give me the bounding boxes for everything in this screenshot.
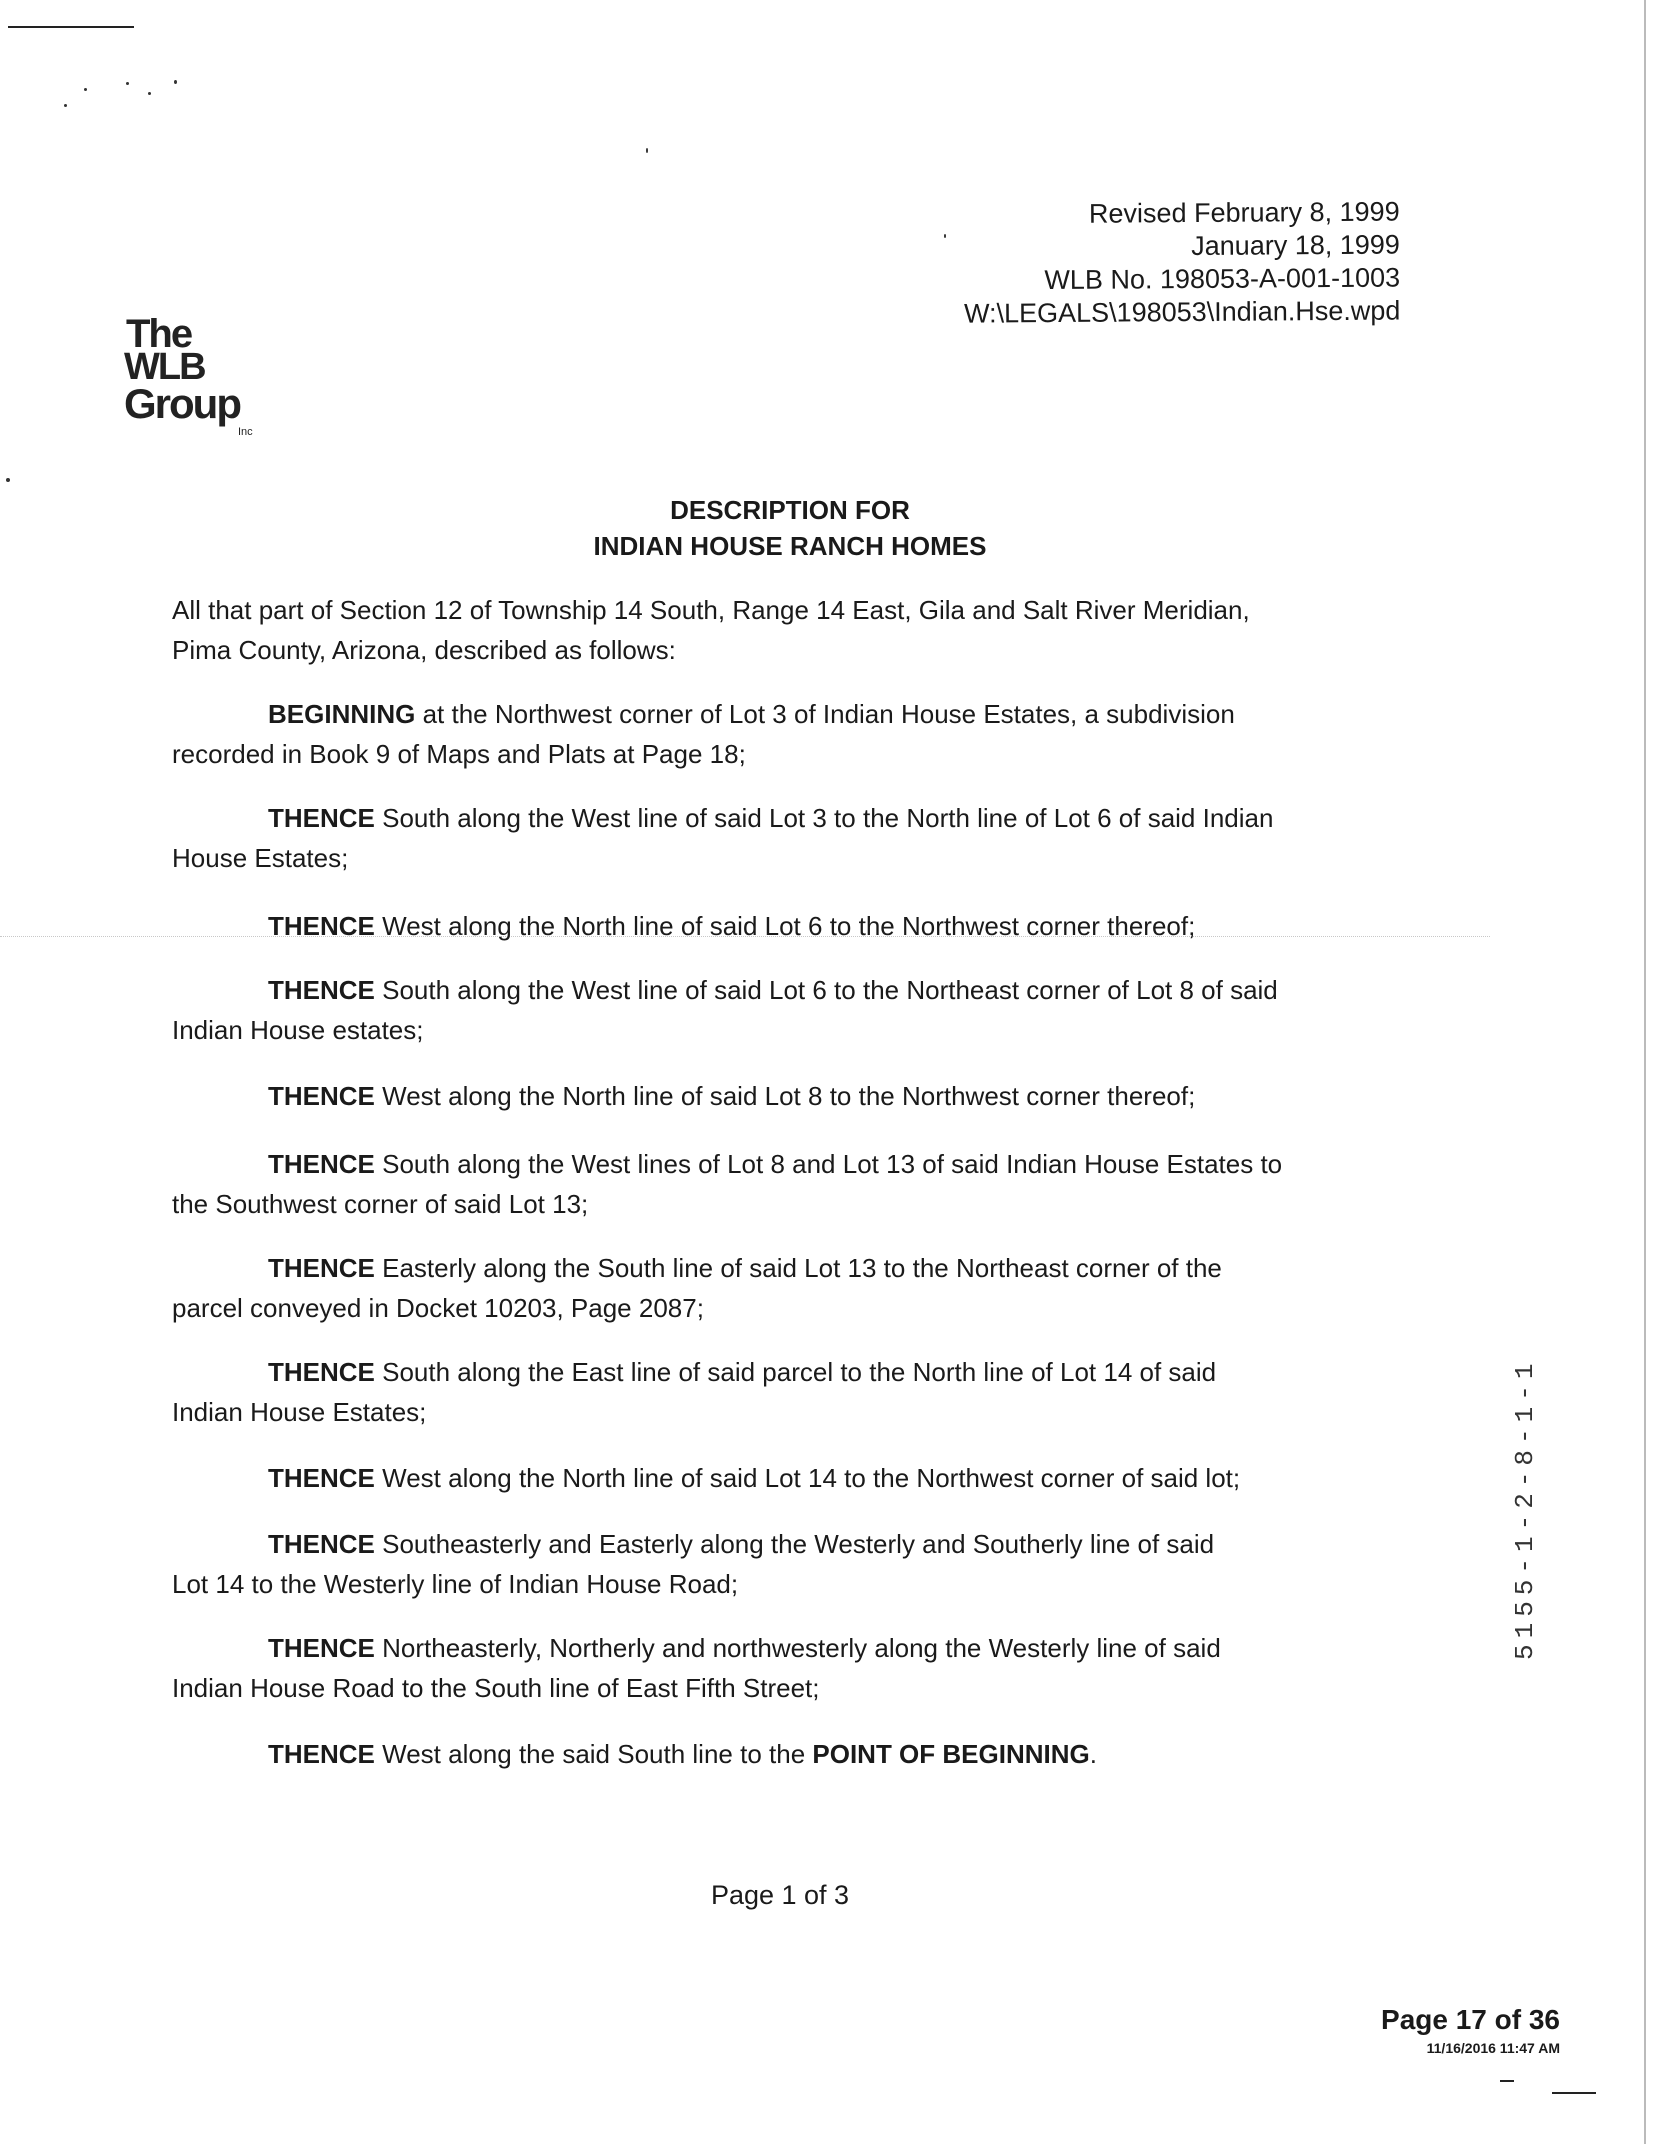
- course-text: West along the North line of said Lot 6 to the Northwest corner thereof;: [374, 911, 1196, 941]
- title-line-2: INDIAN HOUSE RANCH HOMES: [593, 531, 987, 561]
- course-text-tail: .: [1089, 1739, 1097, 1769]
- course-text-cont: the Southwest corner of said Lot 13;: [172, 1189, 589, 1219]
- point-of-beginning: POINT OF BEGINNING: [812, 1739, 1090, 1769]
- scan-mark-top-left: [8, 26, 134, 28]
- original-date: January 18, 1999: [1191, 229, 1400, 262]
- course-paragraph: [172, 970, 1392, 1050]
- speck: [64, 104, 67, 107]
- course-text-cont: Indian House Estates;: [172, 1397, 427, 1427]
- keyword: BEGINNING: [268, 699, 416, 729]
- keyword: THENCE: [268, 1253, 375, 1283]
- speck: [646, 148, 648, 153]
- file-path: W:\LEGALS\198053\Indian.Hse.wpd: [963, 295, 1401, 329]
- speck: [84, 88, 87, 91]
- course-text: Easterly along the South line of said Lot 13 to the Northeast corner of the: [374, 1253, 1222, 1283]
- course-paragraph-beginning: [172, 694, 1392, 774]
- scan-mark-bottom-right: [1552, 2092, 1596, 2094]
- title-line-1: DESCRIPTION FOR: [670, 495, 910, 525]
- keyword: THENCE: [268, 803, 375, 833]
- course-text-cont: recorded in Book 9 of Maps and Plats at Page 18;: [172, 739, 746, 769]
- course-paragraph: [172, 1458, 1392, 1498]
- course-text: West along the said South line to the: [374, 1739, 813, 1769]
- course-text: Northeasterly, Northerly and northwesterly along the Westerly line of said: [374, 1633, 1221, 1663]
- logo-line-wlb: WLB: [124, 346, 205, 388]
- recording-page-stamp: Page 17 of 36: [1381, 2004, 1560, 2035]
- keyword: THENCE: [268, 1463, 375, 1493]
- course-paragraph: [172, 1524, 1392, 1604]
- keyword: THENCE: [268, 1529, 375, 1559]
- course-paragraph: [172, 1352, 1392, 1432]
- course-text: South along the East line of said parcel to the North line of Lot 14 of said: [374, 1357, 1217, 1387]
- recording-number-vertical: 5155-1-2-8-1-1: [1510, 1357, 1540, 1660]
- course-text: South along the West line of said Lot 3 to the North line of Lot 6 of said Indian: [374, 803, 1274, 833]
- intro-line-2: Pima County, Arizona, described as follows:: [172, 635, 676, 665]
- course-paragraph: [172, 1248, 1392, 1328]
- keyword: THENCE: [268, 1149, 375, 1179]
- course-text: South along the West lines of Lot 8 and Lot 13 of said Indian House Estates to: [374, 1149, 1283, 1179]
- speck: [6, 478, 10, 482]
- course-text-cont: Lot 14 to the Westerly line of Indian House Road;: [172, 1569, 739, 1599]
- keyword: THENCE: [268, 1633, 375, 1663]
- course-text: Southeasterly and Easterly along the Westerly and Southerly line of said: [374, 1529, 1215, 1559]
- course-paragraph: [172, 906, 1392, 946]
- keyword: THENCE: [268, 975, 375, 1005]
- intro-paragraph: [172, 590, 1392, 670]
- course-text-cont: Indian House Road to the South line of East Fifth Street;: [172, 1673, 820, 1703]
- course-text: West along the North line of said Lot 14 to the Northwest corner of said lot;: [374, 1463, 1241, 1493]
- speck: [174, 80, 177, 84]
- course-paragraph-final: [172, 1734, 1392, 1774]
- keyword: THENCE: [268, 1357, 375, 1387]
- logo-line-group: Group: [124, 380, 240, 427]
- wlb-number: WLB No. 198053-A-001-1003: [1044, 262, 1401, 296]
- course-paragraph: [172, 1144, 1392, 1224]
- page-number: Page 1 of 3: [710, 1880, 850, 1910]
- course-text-cont: Indian House estates;: [172, 1015, 424, 1045]
- logo-line-the: The: [126, 312, 192, 356]
- speck: [148, 92, 151, 95]
- keyword: THENCE: [268, 1081, 375, 1111]
- recording-datetime: 11/16/2016 11:47 AM: [1426, 2040, 1560, 2056]
- course-text: at the Northwest corner of Lot 3 of Indian House Estates, a subdivision: [415, 699, 1235, 729]
- wlb-group-logo: [124, 312, 284, 442]
- course-text-cont: parcel conveyed in Docket 10203, Page 2087;: [172, 1293, 704, 1323]
- course-paragraph: [172, 798, 1392, 878]
- course-paragraph: [172, 1076, 1392, 1116]
- document-header: [700, 196, 1401, 333]
- revised-date: Revised February 8, 1999: [1088, 196, 1400, 229]
- speck: [126, 82, 129, 85]
- course-text: West along the North line of said Lot 8 to the Northwest corner thereof;: [374, 1081, 1196, 1111]
- course-text: South along the West line of said Lot 6 to the Northeast corner of Lot 8 of said: [374, 975, 1278, 1005]
- keyword: THENCE: [268, 911, 375, 941]
- keyword: THENCE: [268, 1739, 375, 1769]
- logo-suffix: Inc: [238, 426, 253, 438]
- document-title: [450, 492, 1130, 564]
- course-text-cont: House Estates;: [172, 843, 349, 873]
- scan-mark-bottom-right-2: [1500, 2080, 1514, 2082]
- course-paragraph: [172, 1628, 1392, 1708]
- scan-edge-right: [1644, 0, 1646, 2144]
- intro-line-1: All that part of Section 12 of Township 14 South, Range 14 East, Gila and Salt River Meridian,: [172, 595, 1250, 625]
